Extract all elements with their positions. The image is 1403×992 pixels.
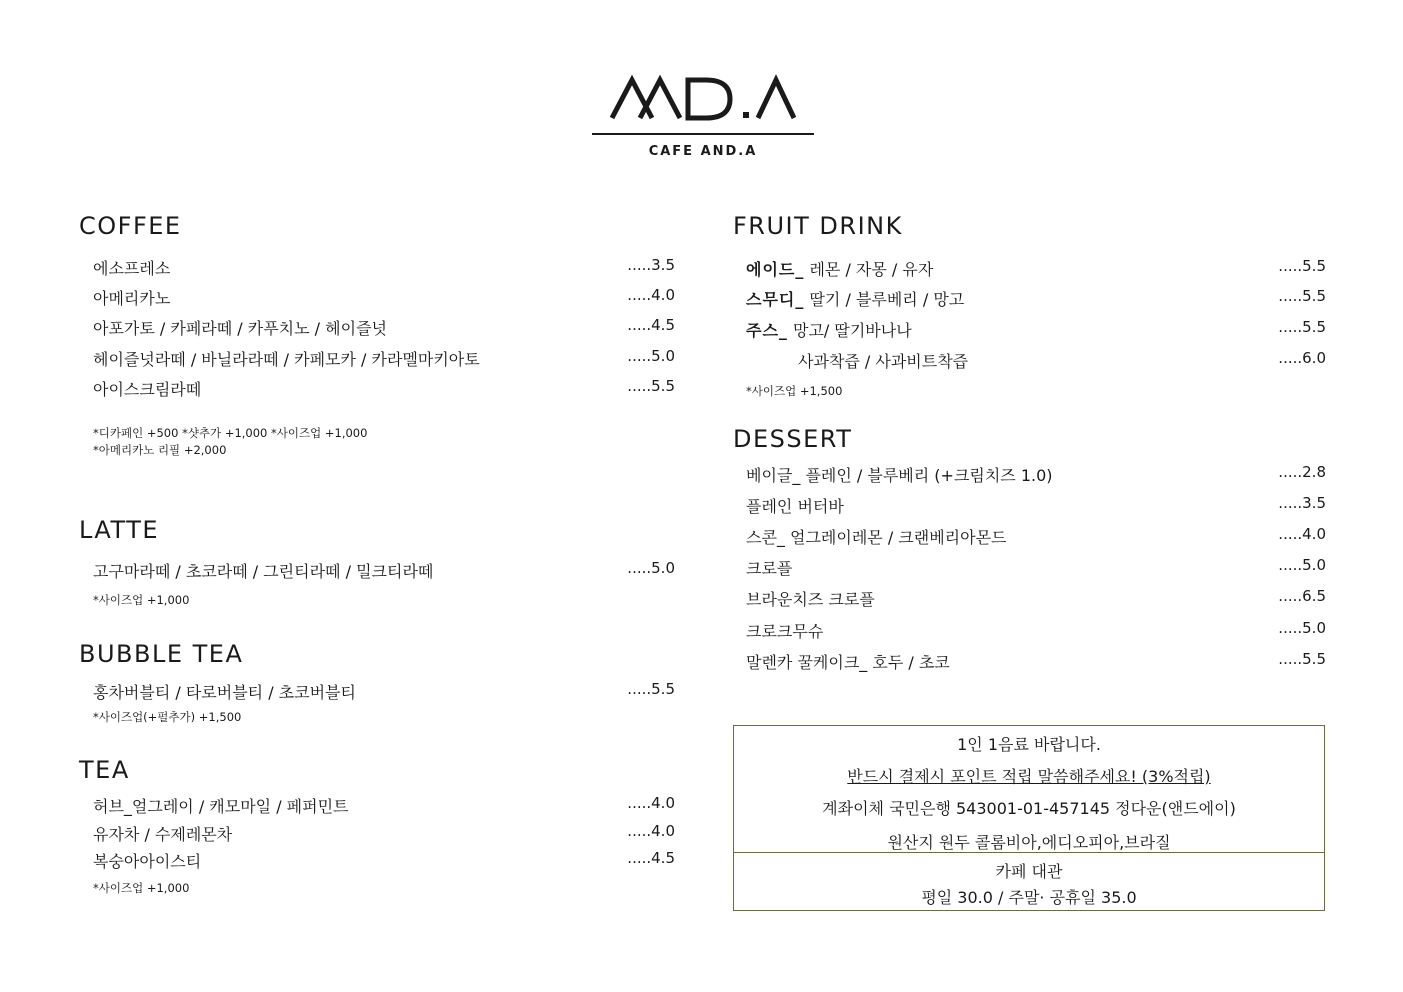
item-name: 고구마라떼 / 초코라떼 / 그린티라떼 / 밀크티라떼 — [93, 562, 434, 581]
section-title-latte: LATTE — [79, 516, 160, 544]
fruit-drink-note: *사이즈업 +1,500 — [746, 384, 843, 398]
info-points-notice — [734, 764, 1324, 787]
item-name: 베이글_ 플레인 / 블루베리 (+크림치즈 1.0) — [746, 466, 1053, 485]
menu-item — [746, 525, 1326, 547]
item-options: 레몬 / 자몽 / 유자 — [804, 260, 934, 279]
item-name: 플레인 버터바 — [746, 497, 844, 516]
info-rental-title: 카페 대관 — [995, 862, 1063, 881]
section-title-coffee: COFFEE — [79, 212, 182, 240]
item-name: 말렌카 꿀케이크_ 호두 / 초코 — [746, 653, 950, 672]
item-name: 복숭아아이스티 — [93, 852, 202, 871]
menu-item — [746, 463, 1326, 485]
menu-item — [93, 559, 675, 581]
item-price: .....6.0 — [1278, 349, 1326, 367]
menu-item — [93, 286, 675, 308]
item-name: 크로크무슈 — [746, 622, 824, 641]
item-price: .....5.0 — [1278, 619, 1326, 637]
item-price: .....5.0 — [1278, 556, 1326, 574]
item-price: .....5.5 — [1278, 257, 1326, 275]
menu-item — [746, 257, 1326, 279]
item-name — [746, 287, 964, 310]
menu-item — [93, 849, 675, 871]
item-price: .....4.0 — [627, 286, 675, 304]
logo-subtitle: CAFE AND.A — [648, 144, 758, 159]
item-price: .....4.0 — [627, 794, 675, 812]
item-price: .....2.8 — [1278, 463, 1326, 481]
item-price: .....5.0 — [627, 347, 675, 365]
coffee-note-options: *디카페인 +500 *샷추가 +1,000 *사이즈업 +1,000 — [93, 426, 368, 440]
menu-item — [746, 494, 1326, 516]
tea-note: *사이즈업 +1,000 — [93, 881, 190, 895]
item-name: 아포가토 / 카페라떼 / 카푸치노 / 헤이즐넛 — [93, 319, 387, 338]
info-box — [733, 725, 1325, 911]
latte-note: *사이즈업 +1,000 — [93, 593, 190, 607]
item-name — [798, 349, 968, 372]
menu-item — [93, 347, 675, 369]
item-name — [746, 318, 912, 341]
logo-underline — [592, 133, 814, 135]
menu-item — [746, 349, 1326, 371]
menu-item — [746, 287, 1326, 309]
menu-item — [93, 377, 675, 399]
item-name: 헤이즐넛라떼 / 바닐라라떼 / 카페모카 / 카라멜마키아토 — [93, 350, 480, 369]
item-name: 에소프레소 — [93, 259, 171, 278]
item-price: .....5.5 — [627, 377, 675, 395]
menu-item — [746, 587, 1326, 609]
item-price: .....4.5 — [627, 316, 675, 334]
item-price: .....3.5 — [1278, 494, 1326, 512]
bubble-tea-note: *사이즈업(+펄추가) +1,500 — [93, 710, 242, 724]
item-price: .....5.5 — [627, 680, 675, 698]
info-divider — [734, 852, 1324, 853]
menu-item — [93, 794, 675, 816]
info-bank-transfer: 계좌이체 국민은행 543001-01-457145 정다운(앤드에이) — [822, 799, 1236, 818]
item-name: 홍차버블티 / 타로버블티 / 초코버블티 — [93, 683, 356, 702]
item-name — [746, 257, 933, 280]
menu-item — [746, 650, 1326, 672]
coffee-note-refill: *아메리카노 리필 +2,000 — [93, 443, 227, 457]
item-price: .....3.5 — [627, 256, 675, 274]
menu-item — [746, 318, 1326, 340]
item-price: .....4.0 — [627, 822, 675, 840]
and-a-wordmark-logo — [610, 74, 796, 122]
cafe-logo — [592, 70, 814, 162]
item-name: 아메리카노 — [93, 289, 171, 308]
section-title-dessert: DESSERT — [733, 425, 853, 453]
menu-item — [746, 556, 1326, 578]
info-bean-origin: 원산지 원두 콜롬비아,에디오피아,브라질 — [887, 833, 1171, 852]
menu-item — [93, 680, 675, 702]
menu-item — [93, 822, 675, 844]
item-options: 망고/ 딸기바나나 — [787, 321, 912, 340]
item-price: .....6.5 — [1278, 587, 1326, 605]
item-price: .....4.5 — [627, 849, 675, 867]
item-category-label: 에이드_ — [746, 260, 805, 279]
item-name: 크로플 — [746, 559, 793, 578]
item-price: .....5.5 — [1278, 287, 1326, 305]
item-options: 사과착즙 / 사과비트착즙 — [798, 352, 969, 371]
item-name: 아이스크림라떼 — [93, 380, 202, 399]
item-price: .....4.0 — [1278, 525, 1326, 543]
info-one-drink-per-person: 1인 1음료 바랍니다. — [957, 735, 1101, 754]
item-name: 브라운치즈 크로플 — [746, 590, 875, 609]
info-rental-prices: 평일 30.0 / 주말· 공휴일 35.0 — [921, 888, 1137, 907]
item-name: 유자차 / 수제레몬차 — [93, 825, 233, 844]
item-price: .....5.5 — [1278, 650, 1326, 668]
menu-item — [93, 316, 675, 338]
item-category-label: 주스_ — [746, 321, 788, 340]
item-price: .....5.5 — [1278, 318, 1326, 336]
section-title-fruit-drink: FRUIT DRINK — [733, 212, 903, 240]
section-title-tea: TEA — [79, 756, 130, 784]
section-title-bubble-tea: BUBBLE TEA — [79, 640, 244, 668]
item-price: .....5.0 — [627, 559, 675, 577]
item-options: 딸기 / 블루베리 / 망고 — [804, 290, 965, 309]
item-name: 스콘_ 얼그레이레몬 / 크랜베리아몬드 — [746, 528, 1007, 547]
menu-item — [746, 619, 1326, 641]
menu-item — [93, 256, 675, 278]
item-name: 허브_얼그레이 / 캐모마일 / 페퍼민트 — [93, 797, 349, 816]
info-points-text: 반드시 결제시 포인트 적립 말씀해주세요! (3%적립) — [847, 767, 1211, 786]
item-category-label: 스무디_ — [746, 290, 805, 309]
